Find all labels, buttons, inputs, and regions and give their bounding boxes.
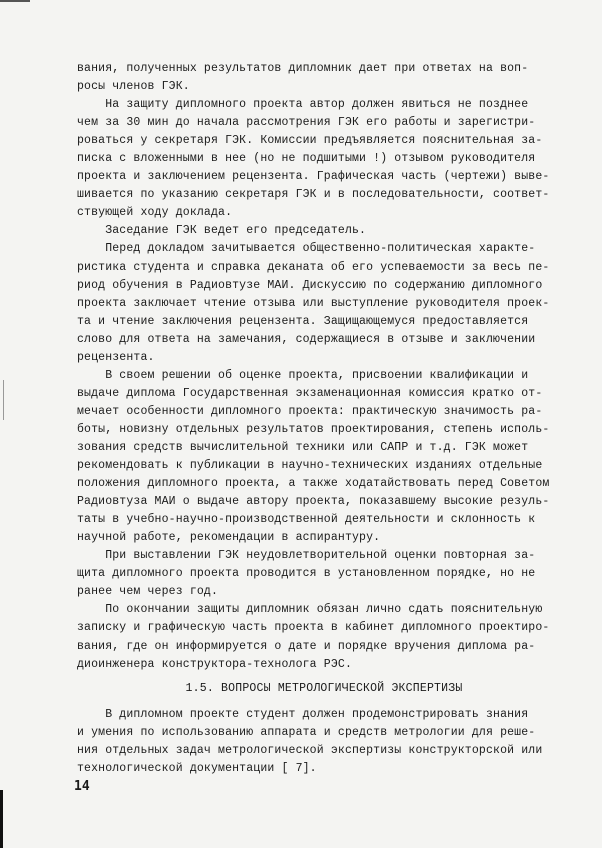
page-number: 14 — [74, 779, 90, 794]
text-line: та и чтение заключения рецензента. Защищающемуся предоставляется — [77, 314, 529, 328]
text-line: Радиовтуза МАИ о выдаче автору проекта, показавшему высокие резуль- — [77, 495, 550, 509]
text-line: вания, где он информируется о дате и порядке вручения диплома ра- — [77, 639, 536, 653]
text-line: и умения по использованию аппарата и средств метрологии для реше- — [77, 725, 536, 739]
text-line: щита дипломного проекта проводится в установленном порядке, но не — [77, 567, 536, 581]
text-line: зования средств вычислительной техники или САПР и т.д. ГЭК может — [77, 440, 529, 454]
text-line: В дипломном проекте студент должен продемонстрировать знания — [77, 707, 529, 721]
text-line: научной работе, рекомендации в аспирантуру. — [77, 531, 381, 545]
paragraph — [77, 601, 571, 673]
text-line: Заседание ГЭК ведет его председатель. — [77, 224, 367, 238]
scan-mark-side — [3, 380, 4, 420]
text-line: шивается по указанию секретаря ГЭК и в последовательности, соответ- — [77, 188, 550, 202]
text-line: чем за 30 мин до начала рассмотрения ГЭК его работы и зарегистри- — [77, 116, 536, 130]
text-line: На защиту дипломного проекта автор должен явиться не позднее — [77, 98, 529, 112]
text-line: ния отдельных задач метрологической экспертизы конструкторской или — [77, 743, 543, 757]
paragraph — [77, 222, 571, 240]
text-line: проекта и заключением рецензента. Графическая часть (чертежи) выве- — [77, 170, 550, 184]
paragraph — [77, 547, 571, 601]
text-line: боты, новизну отдельных результатов проектирования, степень исполь- — [77, 422, 550, 436]
binding-edge — [0, 790, 3, 848]
text-line: ранее чем через год. — [77, 585, 219, 599]
paragraph — [77, 706, 571, 778]
text-line: писка с вложенными в нее (но не подшитыми !) отзывом руководителя — [77, 152, 536, 166]
text-line: рецензента. — [77, 350, 155, 364]
text-line: таты в учебно-научно-производственной деятельности и склонность к — [77, 513, 536, 527]
text-line: диоинженера конструктора-технолога РЭС. — [77, 657, 352, 671]
text-line: По окончании защиты дипломник обязан лично сдать пояснительную — [77, 603, 543, 617]
paragraph — [77, 240, 571, 366]
document-page — [77, 60, 571, 778]
text-line: В своем решении об оценке проекта, присвоении квалификации и — [77, 368, 529, 382]
text-line: положения дипломного проекта, а также ходатайствовать перед Советом — [77, 477, 550, 491]
text-line: выдаче диплома Государственная экзаменационная комиссия кратко от- — [77, 386, 543, 400]
text-line: Перед докладом зачитывается общественно-политическая характе- — [77, 242, 536, 256]
text-line: технологической документации [ 7]. — [77, 761, 317, 775]
text-line: ствующей ходу доклада. — [77, 206, 233, 220]
text-line: рекомендовать к публикации в научно-технических изданиях отдельные — [77, 459, 543, 473]
text-line: мечает особенности дипломного проекта: практическую значимость ра- — [77, 404, 543, 418]
text-line: слово для ответа на замечания, содержащиеся в отзыве и заключении — [77, 332, 536, 346]
paragraph — [77, 60, 571, 96]
text-line: росы членов ГЭК. — [77, 80, 190, 94]
text-line: ристика студента и справка деканата об его успеваемости за весь пе- — [77, 260, 550, 274]
text-line: роваться у секретаря ГЭК. Комиссии предъявляется пояснительная за- — [77, 134, 543, 148]
paragraph — [77, 96, 571, 222]
text-line: записку и графическую часть проекта в кабинет дипломного проектиро- — [77, 621, 550, 635]
paragraph — [77, 367, 571, 547]
text-line: риод обучения в Радиовтузе МАИ. Дискуссию по содержанию дипломного — [77, 278, 543, 292]
text-line: проекта заключает чтение отзыва или выступление руководителя проек- — [77, 296, 550, 310]
scan-mark-top — [0, 0, 30, 2]
section-heading: 1.5. ВОПРОСЫ МЕТРОЛОГИЧЕСКОЙ ЭКСПЕРТИЗЫ — [185, 681, 463, 695]
text-line: При выставлении ГЭК неудовлетворительной оценки повторная за- — [77, 549, 536, 563]
text-line: вания, полученных результатов дипломник дает при ответах на воп- — [77, 62, 529, 75]
